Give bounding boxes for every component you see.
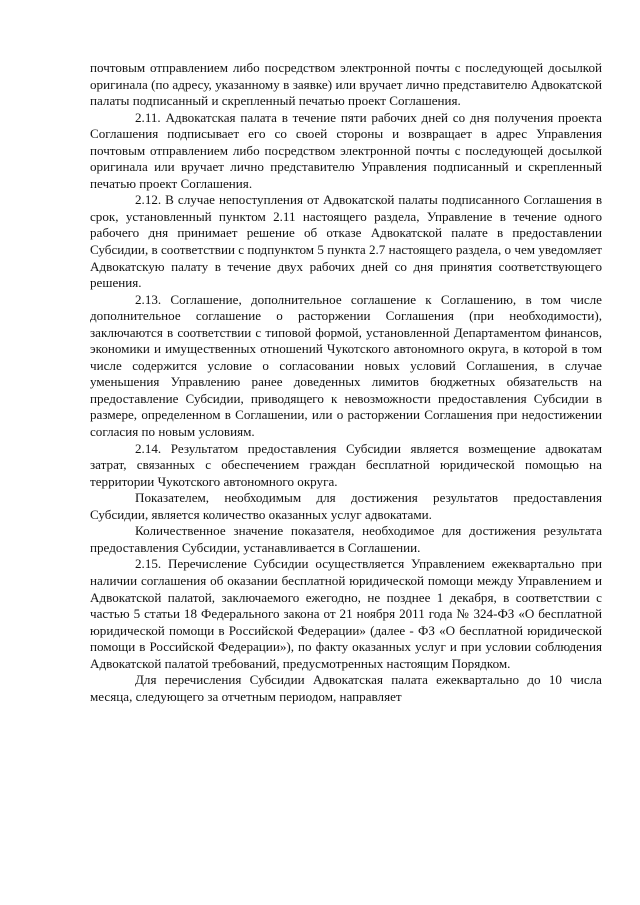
paragraph-indicator-value: Количественное значение показателя, необходимое для достижения результата предоставления Субсидии, устанавливается в Соглашении. bbox=[90, 523, 602, 555]
paragraph-2-11: 2.11. Адвокатская палата в течение пяти рабочих дней со дня получения проекта Соглашения подписывает его со своей стороны и возвращает в адрес Управления почтовым отправлением либо посредством электронной почты с последующей досылкой оригинала или вручает лично представителю Управления подписанный и скрепленный печатью проект Соглашения. bbox=[90, 109, 602, 191]
paragraph-2-13: 2.13. Соглашение, дополнительное соглашение к Соглашению, в том числе дополнительное соглашение о расторжении Соглашения (при необходимости), заключаются в соответствии с типовой формой, установленной Департаментом финансов, экономики и имущественных отношений Чукотского автономного округа, в которой в том числе содержится условие о согласовании новых условий Соглашения, в случае уменьшения Управлению ранее доведенных лимитов бюджетных обязательств на предоставление Субсидии, приводящего к невозможности предоставления Субсидии в размере, определенном в Соглашении, или о расторжении Соглашения при недостижении согласия по новым условиям. bbox=[90, 291, 602, 440]
paragraph-indicator: Показателем, необходимым для достижения результатов предоставления Субсидии, является количество оказанных услуг адвокатами. bbox=[90, 490, 602, 522]
paragraph-2-15: 2.15. Перечисление Субсидии осуществляется Управлением ежеквартально при наличии соглашения об оказании бесплатной юридической помощи между Управлением и Адвокатской палатой, заключаемого ежегодно, не позднее 1 декабря, в соответствии с частью 5 статьи 18 Федерального закона от 21 ноября 2011 года № 324-ФЗ «О бесплатной юридической помощи в Российской Федерации» (далее - ФЗ «О бесплатной юридической помощи в Российской Федерации»), по факту оказанных услуг и при условии соблюдения Адвокатской палатой требований, предусмотренных настоящим Порядком. bbox=[90, 556, 602, 671]
paragraph-transfer-procedure: Для перечисления Субсидии Адвокатская палата ежеквартально до 10 числа месяца, следующего за отчетным периодом, направляет bbox=[90, 672, 602, 704]
document-page bbox=[90, 60, 602, 705]
paragraph-2-14: 2.14. Результатом предоставления Субсидии является возмещение адвокатам затрат, связанных с обеспечением граждан бесплатной юридической помощью на территории Чукотского автономного округа. bbox=[90, 440, 602, 489]
paragraph-2-12: 2.12. В случае непоступления от Адвокатской палаты подписанного Соглашения в срок, установленный пунктом 2.11 настоящего раздела, Управление в течение одного рабочего дня принимает решение об отказе Адвокатской палате в предоставлении Субсидии, в соответствии с подпунктом 5 пункта 2.7 настоящего раздела, о чем уведомляет Адвокатскую палату в течение двух рабочих дней со дня принятия соответствующего решения. bbox=[90, 192, 602, 291]
paragraph-intro-continuation: почтовым отправлением либо посредством электронной почты с последующей досылкой оригинала (по адресу, указанному в заявке) или вручает лично представителю Адвокатской палаты подписанный и скрепленный печатью проект Соглашения. bbox=[90, 60, 602, 109]
